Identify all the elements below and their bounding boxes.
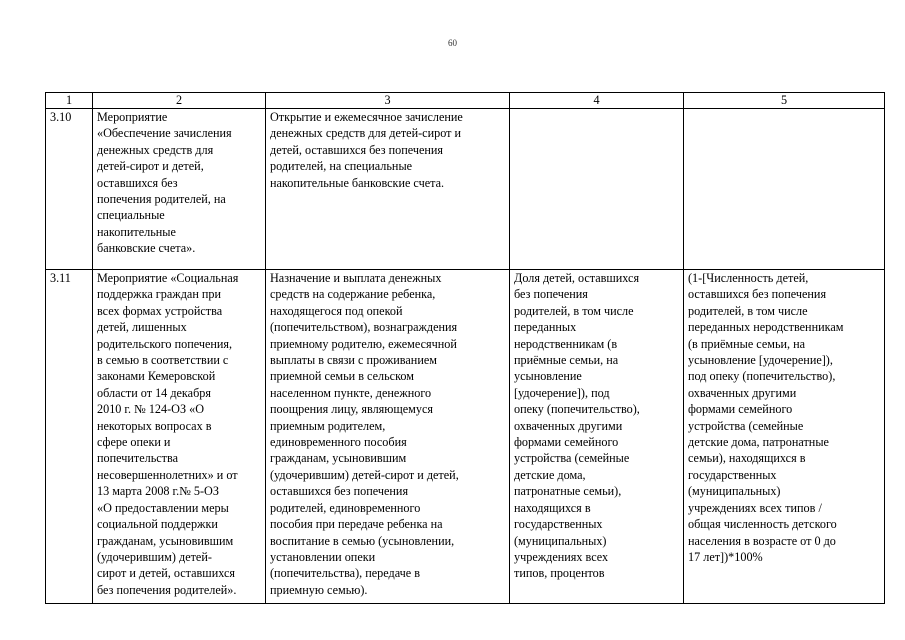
formula-cell: [684, 109, 885, 270]
page-number: 60: [448, 38, 457, 48]
table-header-row: [46, 93, 885, 109]
column-header: 3: [266, 93, 510, 109]
formula-cell: (1-[Численность детей, оставшихся без попечения родителей, в том числе переданных неродственникам (в приёмные семьи, на усыновление [удочерение]), под опеку (попечительство), охваченных другими формами семейного устройства (семейные детские дома, патронатные семьи), находящихся в государственных (муниципальных) учреждениях всех типов / общая численность детского населения в возрасте от 0 до 17 лет])*100%: [684, 270, 885, 604]
row-number-cell: 3.10: [46, 109, 93, 270]
column-header: 4: [510, 93, 684, 109]
column-header: 5: [684, 93, 885, 109]
column-header: 1: [46, 93, 93, 109]
indicator-cell: [510, 109, 684, 270]
event-content-cell: Открытие и ежемесячное зачисление денежных средств для детей-сирот и детей, оставшихся без попечения родителей, на специальные накопительные банковские счета.: [266, 109, 510, 270]
column-header: 2: [93, 93, 266, 109]
event-content-cell: Назначение и выплата денежных средств на содержание ребенка, находящегося под опекой (попечительством), вознаграждения приемному родителю, ежемесячной выплаты в связи с проживанием приемной семьи в сельском населенном пункте, денежного поощрения лицу, являющемуся приемным родителем, единовременного пособия гражданам, усыновившим (удочерившим) детей-сирот и детей, оставшихся без попечения родителей, единовременного пособия при передаче ребенка на воспитание в семью (усыновлении, установлении опеки (попечительства), передаче в приемную семью).: [266, 270, 510, 604]
event-name-cell: Мероприятие «Обеспечение зачисления денежных средств для детей-сирот и детей, оставшихся без попечения родителей, на специальные накопительные банковские счета».: [93, 109, 266, 270]
measures-table: [45, 92, 885, 604]
event-name-cell: Мероприятие «Социальная поддержка граждан при всех формах устройства детей, лишенных родительского попечения, в семью в соответствии с законами Кемеровской области от 14 декабря 2010 г. № 124-ОЗ «О некоторых вопросах в сфере опеки и попечительства несовершеннолетних» и от 13 марта 2008 г.№ 5-ОЗ «О предоставлении меры социальной поддержки гражданам, усыновившим (удочерившим) детей- сирот и детей, оставшихся без попечения родителей».: [93, 270, 266, 604]
table-row: [46, 270, 885, 604]
table-row: [46, 109, 885, 270]
row-number-cell: 3.11: [46, 270, 93, 604]
indicator-cell: Доля детей, оставшихся без попечения родителей, в том числе переданных неродственникам (в приёмные семьи, на усыновление [удочерение]), под опеку (попечительство), охваченных другими формами семейного устройства (семейные детские дома, патронатные семьи), находящихся в государственных (муниципальных) учреждениях всех типов, процентов: [510, 270, 684, 604]
